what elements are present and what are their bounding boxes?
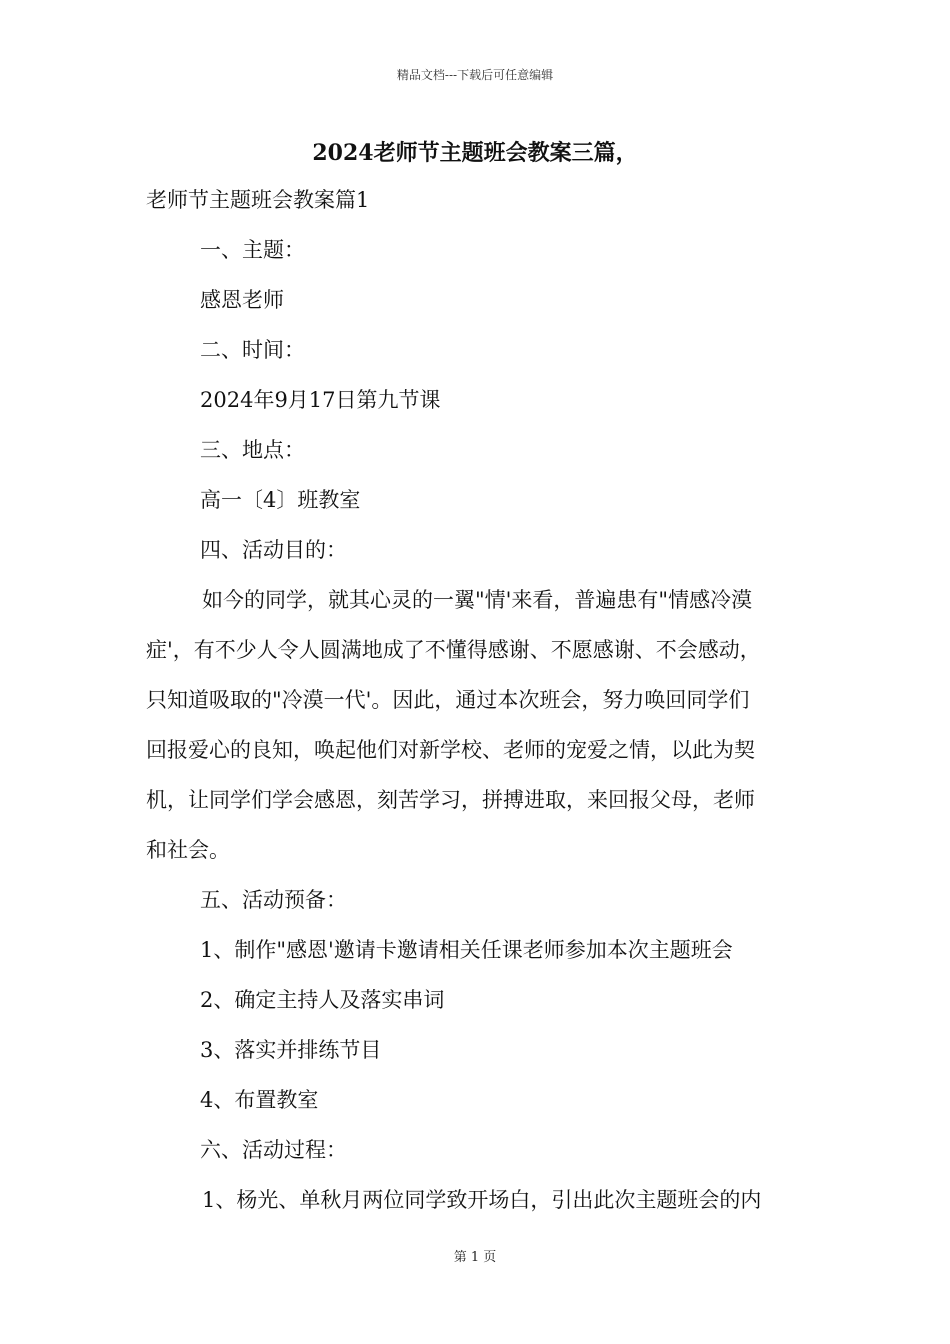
text-line: 三、地点： <box>200 438 305 462</box>
text-line: 2、确定主持人及落实串词 <box>200 988 445 1012</box>
document-title: 2024老师节主题班会教案三篇， <box>312 140 638 166</box>
text-line: 感恩老师 <box>200 288 284 312</box>
header-note: 精品文档---下载后可任意编辑 <box>396 68 554 82</box>
section-heading: 老师节主题班会教案篇1 <box>146 188 370 212</box>
text-line: 3、落实并排练节目 <box>200 1038 382 1062</box>
paragraph-line: 症'，有不少人令人圆满地成了不懂得感谢、不愿感谢、不会感动， <box>146 638 761 662</box>
paragraph-line: 机，让同学们学会感恩，刻苦学习，拼搏进取，来回报父母，老师 <box>146 788 755 812</box>
paragraph-line: 只知道吸取的"冷漠一代'。因此，通过本次班会，努力唤回同学们 <box>146 688 750 712</box>
paragraph-line: 和社会。 <box>146 838 230 862</box>
page-number: 第 1 页 <box>453 1250 497 1265</box>
paragraph-line: 1、杨光、单秋月两位同学致开场白，引出此次主题班会的内 <box>202 1188 762 1212</box>
text-line: 六、活动过程： <box>200 1138 347 1162</box>
paragraph-line: 如今的同学，就其心灵的一翼"情'来看，普遍患有"情感冷漠 <box>202 588 753 612</box>
paragraph-line: 回报爱心的良知，唤起他们对新学校、老师的宠爱之情，以此为契 <box>146 738 755 762</box>
text-line: 4、布置教室 <box>200 1088 319 1112</box>
text-line: 五、活动预备： <box>200 888 347 912</box>
text-line: 高一〔4〕班教室 <box>200 488 361 512</box>
text-line: 四、活动目的： <box>200 538 347 562</box>
text-line: 一、主题： <box>200 238 305 262</box>
text-line: 二、时间： <box>200 338 305 362</box>
text-line: 1、制作"感恩'邀请卡邀请相关任课老师参加本次主题班会 <box>200 938 733 962</box>
text-line: 2024年9月17日第九节课 <box>200 388 441 412</box>
